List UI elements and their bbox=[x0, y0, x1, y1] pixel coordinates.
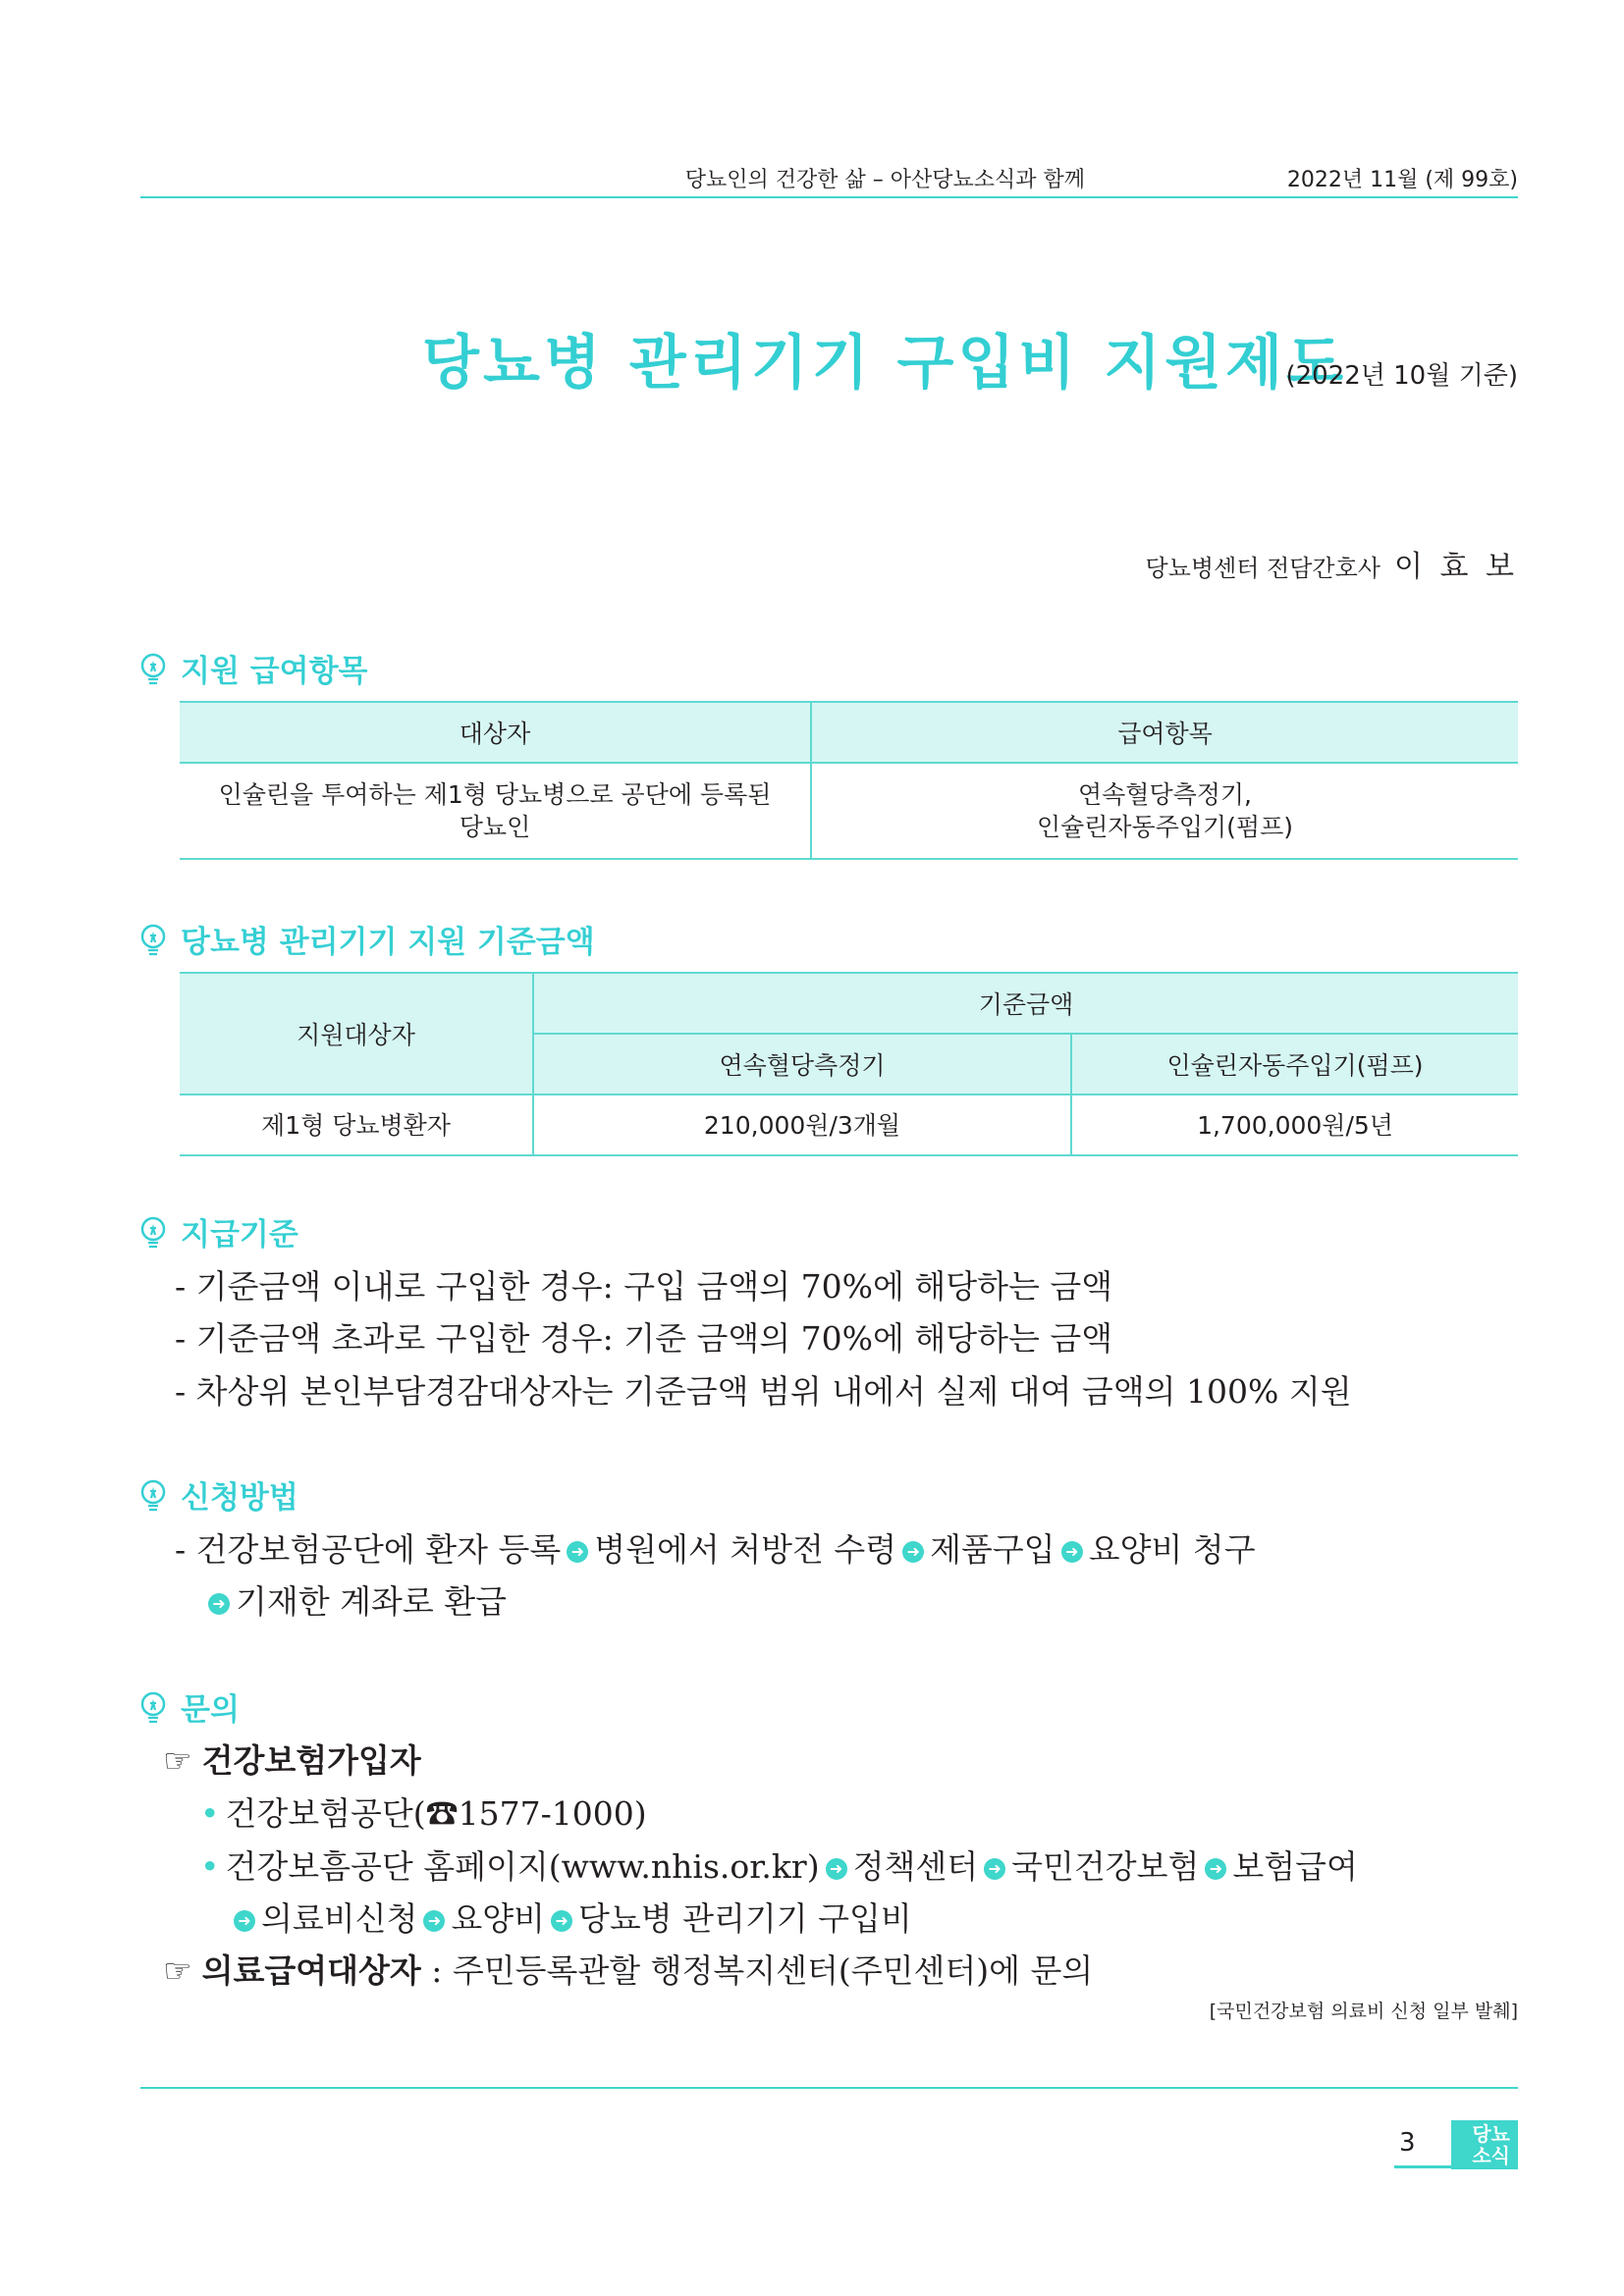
newsletter-badge bbox=[1451, 2120, 1518, 2169]
arrow-circle-icon: ➜ bbox=[234, 1910, 255, 1932]
page-title: 당뇨병 관리기기 구입비 지원제도 bbox=[422, 329, 1348, 398]
application-line-1: - 건강보험공단에 환자 등록 ➜ 병원에서 처방전 수령 ➜ 제품구입 ➜ 요양비 청구 bbox=[175, 1530, 1256, 1569]
pointing-hand-icon: ☞ bbox=[163, 1951, 192, 1990]
inquiry-web-line-2: ➜ 의료비신청 ➜ 요양비 ➜ 당뇨병 관리기기 구입비 bbox=[228, 1894, 912, 1940]
author-role: 당뇨병센터 전담간호사 bbox=[1145, 555, 1380, 582]
arrow-circle-icon: ➜ bbox=[984, 1858, 1005, 1880]
table-row bbox=[180, 763, 1518, 859]
column-header-item: 급여항목 bbox=[811, 702, 1518, 763]
criteria-line-2: - 기준금액 초과로 구입한 경우: 기준 금액의 70%에 해당하는 금액 bbox=[175, 1319, 1113, 1358]
lightbulb-icon bbox=[137, 1690, 169, 1724]
column-header-cgm: 연속혈당측정기 bbox=[533, 1034, 1071, 1095]
badge-line-1: 당뇨 bbox=[1472, 2122, 1510, 2146]
arrow-circle-icon: ➜ bbox=[826, 1858, 847, 1880]
lightbulb-icon bbox=[137, 1215, 169, 1249]
inquiry-phone-line: • 건강보험공단(☎1577-1000) bbox=[200, 1794, 647, 1833]
section-application-heading bbox=[137, 1472, 298, 1517]
arrow-circle-icon: ➜ bbox=[208, 1593, 230, 1615]
cell-cgm: 210,000원/3개월 bbox=[533, 1095, 1071, 1155]
author-line bbox=[1146, 542, 1518, 585]
inquiry-insured-label: ☞ 건강보험가입자 bbox=[163, 1741, 421, 1780]
criteria-line-1: - 기준금액 이내로 구입한 경우: 구입 금액의 70%에 해당하는 금액 bbox=[175, 1267, 1113, 1306]
standard-amount-table bbox=[180, 972, 1518, 1156]
header-issue: 2022년 11월 (제 99호) bbox=[1286, 168, 1518, 192]
footer-rule bbox=[140, 2087, 1518, 2089]
section-heading-text: 지급기준 bbox=[181, 1217, 298, 1253]
section-heading-text: 문의 bbox=[181, 1692, 240, 1728]
title-date: (2022년 10월 기준) bbox=[1285, 361, 1518, 391]
lightbulb-icon bbox=[137, 923, 169, 956]
arrow-circle-icon: ➜ bbox=[902, 1541, 924, 1563]
bullet-dot-icon: • bbox=[200, 1847, 220, 1886]
page-number-underline bbox=[1394, 2165, 1451, 2168]
header-rule bbox=[140, 196, 1518, 198]
inquiry-web-line-1: • 건강보흠공단 홈페이지(www.nhis.or.kr) ➜ 정책센터 ➜ 국민건강보험 ➜ 보험급여 bbox=[200, 1847, 1358, 1886]
header-left-text: 당뇨인의 건강한 삶 – 아산당뇨소식과 함께 bbox=[684, 168, 1085, 192]
column-header-target: 지원대상자 bbox=[180, 973, 533, 1095]
arrow-circle-icon: ➜ bbox=[551, 1910, 572, 1932]
application-line-2: ➜ 기재한 계좌로 환급 bbox=[202, 1576, 507, 1623]
section-standard-amount-heading bbox=[137, 917, 595, 961]
pointing-hand-icon: ☞ bbox=[163, 1741, 192, 1780]
cell-target: 인슐린을 투여하는 제1형 당뇨병으로 공단에 등록된 당뇨인 bbox=[180, 763, 811, 859]
section-heading-text: 당뇨병 관리기기 지원 기준금액 bbox=[181, 925, 595, 960]
table-row bbox=[180, 1095, 1518, 1155]
section-inquiry-heading bbox=[137, 1684, 240, 1729]
cell-item: 연속혈당측정기, 인슐린자동주입기(펌프) bbox=[811, 763, 1518, 859]
arrow-circle-icon: ➜ bbox=[423, 1910, 445, 1932]
section-support-items-heading bbox=[137, 646, 367, 690]
bullet-dot-icon: • bbox=[200, 1794, 220, 1833]
author-name: 이 효 보 bbox=[1393, 550, 1518, 584]
column-header-target: 대상자 bbox=[180, 702, 811, 763]
section-heading-text: 신청방법 bbox=[181, 1480, 298, 1516]
column-header-amount: 기준금액 bbox=[533, 973, 1518, 1034]
criteria-line-3: - 차상위 본인부담경감대상자는 기준금액 범위 내에서 실제 대여 금액의 100% 지원 bbox=[175, 1372, 1352, 1411]
arrow-circle-icon: ➜ bbox=[567, 1541, 588, 1563]
lightbulb-icon bbox=[137, 652, 169, 685]
page-number: 3 bbox=[1399, 2128, 1416, 2158]
cell-target: 제1형 당뇨병환자 bbox=[180, 1095, 533, 1155]
section-payment-criteria-heading bbox=[137, 1209, 298, 1254]
column-header-pump: 인슐린자동주입기(펌프) bbox=[1071, 1034, 1518, 1095]
inquiry-medical-aid-line: ☞ 의료급여대상자 : 주민등록관할 행정복지센터(주민센터)에 문의 bbox=[163, 1951, 1094, 1990]
cell-pump: 1,700,000원/5년 bbox=[1071, 1095, 1518, 1155]
table-header-row bbox=[180, 973, 1518, 1034]
source-note: [국민건강보험 의료비 신청 일부 발췌] bbox=[1209, 2001, 1518, 2022]
section-heading-text: 지원 급여항목 bbox=[181, 654, 368, 689]
badge-line-2: 소식 bbox=[1472, 2144, 1510, 2167]
table-header-row bbox=[180, 702, 1518, 763]
arrow-circle-icon: ➜ bbox=[1205, 1858, 1226, 1880]
support-items-table bbox=[180, 701, 1518, 860]
lightbulb-icon bbox=[137, 1478, 169, 1512]
arrow-circle-icon: ➜ bbox=[1061, 1541, 1083, 1563]
